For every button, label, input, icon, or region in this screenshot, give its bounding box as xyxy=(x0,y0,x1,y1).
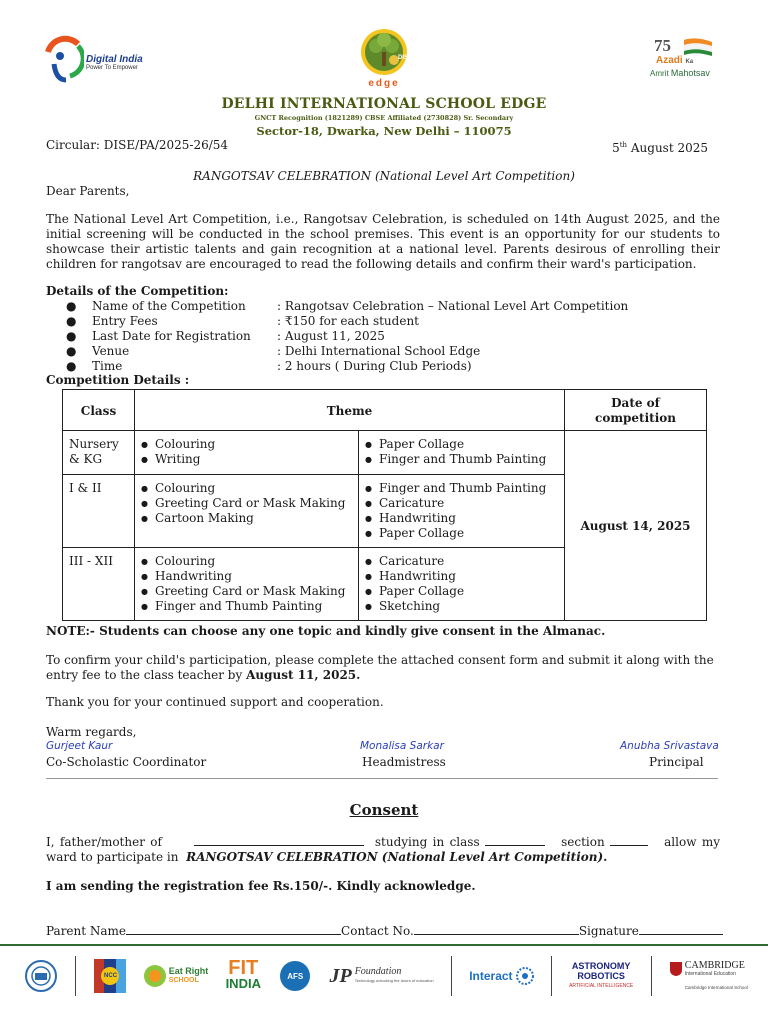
details-value: : ₹150 for each student xyxy=(277,314,419,328)
astronomy-text: ASTRONOMY xyxy=(571,961,631,971)
bullet-icon: ● xyxy=(66,329,77,343)
logo-separator xyxy=(451,956,452,996)
theme-item: ● Writing xyxy=(141,452,352,467)
date-suffix: th xyxy=(619,141,628,149)
circular-title: RANGOTSAV CELEBRATION (National Level Art Competition) xyxy=(193,169,575,183)
table-header-row xyxy=(63,390,707,431)
col-header-theme: Theme xyxy=(135,390,565,431)
theme-cell-b xyxy=(359,431,565,475)
theme-cell-a xyxy=(135,431,359,475)
mahotsav-word: Mahotsav xyxy=(670,68,710,78)
details-item xyxy=(66,299,686,314)
theme-item: ● Finger and Thumb Painting xyxy=(365,452,558,467)
details-value: : Rangotsav Celebration – National Level Art Competition xyxy=(277,299,629,313)
details-label: Name of the Competition xyxy=(92,299,246,313)
theme-item: ● Handwriting xyxy=(141,569,352,584)
theme-cell-a xyxy=(135,475,359,548)
logo-separator xyxy=(651,956,652,996)
details-value: : 2 hours ( During Club Periods) xyxy=(277,359,472,373)
class-blank[interactable] xyxy=(485,834,545,846)
competition-heading: Competition Details : xyxy=(46,373,190,387)
eat-right-icon xyxy=(143,964,167,988)
theme-item: ● Sketching xyxy=(365,599,558,614)
ncc-logo xyxy=(94,957,126,995)
theme-cell-b xyxy=(359,475,565,548)
school-logo-caption: edge xyxy=(368,78,400,89)
cambridge-sub: International Education xyxy=(684,970,736,977)
afs-logo xyxy=(278,959,312,993)
logo-separator xyxy=(551,956,552,996)
bullet-icon: ● xyxy=(66,344,77,358)
signature-label: Signature xyxy=(578,924,639,938)
ward-name-blank[interactable] xyxy=(194,834,364,846)
competition-table xyxy=(62,389,707,621)
consent-event: RANGOTSAV CELEBRATION (National Level Art Competition). xyxy=(186,850,608,864)
eat-right-sub: SCHOOL xyxy=(168,977,199,984)
date-day: 5 xyxy=(612,141,620,155)
amrit-word: Amrit xyxy=(650,69,669,78)
note-text: NOTE:- Students can choose any one topic and kindly give consent in the Almanac. xyxy=(46,624,606,638)
fee-line: I am sending the registration fee Rs.150/-. Kindly acknowledge. xyxy=(46,879,476,893)
digital-india-tagline: Power To Empower xyxy=(86,65,138,71)
fit-text: FIT xyxy=(228,957,259,979)
robotics-text: ROBOTICS xyxy=(577,971,625,981)
theme-item: ● Greeting Card or Mask Making xyxy=(141,584,352,599)
details-item xyxy=(66,359,686,374)
footer-logos xyxy=(24,951,748,1001)
details-label: Entry Fees xyxy=(92,314,158,328)
theme-item: ● Paper Collage xyxy=(365,584,558,599)
azadi-ka-amrit-mahotsav-logo xyxy=(650,36,730,84)
rotary-wheel-icon xyxy=(516,967,534,985)
theme-item: ● Caricature xyxy=(365,554,558,569)
digital-india-title: Digital India xyxy=(86,54,143,65)
details-value: : Delhi International School Edge xyxy=(277,344,481,358)
jp-foundation-logo xyxy=(329,965,433,988)
consent-paragraph xyxy=(46,834,720,865)
bullet-icon: ● xyxy=(66,359,77,373)
ai-text: ARTIFICIAL INTELLIGENCE xyxy=(569,983,634,989)
theme-item: ● Handwriting xyxy=(365,511,558,526)
role-coordinator: Co-Scholastic Coordinator xyxy=(46,755,207,769)
parent-info-line xyxy=(46,923,723,939)
class-cell: III - XII xyxy=(63,548,135,621)
interact-text: Interact xyxy=(469,969,513,983)
col-header-class: Class xyxy=(63,390,135,431)
warm-regards: Warm regards, xyxy=(46,725,137,739)
india-text: INDIA xyxy=(225,976,261,991)
theme-item: ● Paper Collage xyxy=(365,437,558,452)
eat-right-text: Eat Right xyxy=(168,966,209,976)
ncc-text: NCC xyxy=(104,973,118,979)
bullet-icon: ● xyxy=(66,299,77,313)
details-heading: Details of the Competition: xyxy=(46,284,229,298)
salutation: Dear Parents, xyxy=(46,184,130,198)
consent-text-1: I, father/mother of xyxy=(46,835,162,849)
section-blank[interactable] xyxy=(610,834,648,846)
afs-text: AFS xyxy=(287,971,304,981)
interact-logo xyxy=(469,967,533,985)
divider xyxy=(46,778,718,779)
theme-item: ● Caricature xyxy=(365,496,558,511)
cambridge-shield-icon xyxy=(669,961,683,977)
confirm-paragraph xyxy=(46,653,720,683)
signature-principal: Anubha Srivastava xyxy=(620,740,719,752)
role-headmistress: Headmistress xyxy=(362,755,446,769)
eat-right-logo xyxy=(143,964,209,988)
footer-divider xyxy=(0,944,768,946)
circular-number: Circular: DISE/PA/2025-26/54 xyxy=(46,138,229,152)
azadi-ka: Ka xyxy=(685,59,694,65)
parent-name-blank[interactable] xyxy=(126,923,341,935)
consent-text-3: section xyxy=(561,835,605,849)
foundation-text: Foundation xyxy=(354,966,402,977)
theme-item: ● Colouring xyxy=(141,437,352,452)
cbse-seal-icon xyxy=(24,959,58,993)
astronomy-robotics-logo xyxy=(569,961,633,991)
theme-item: ● Colouring xyxy=(141,554,352,569)
cambridge-school: Cambridge International School xyxy=(684,984,748,990)
details-list xyxy=(66,299,686,374)
table-row xyxy=(63,431,707,475)
details-item xyxy=(66,329,686,344)
jp-text: JP xyxy=(329,964,352,987)
signature-coordinator: Gurjeet Kaur xyxy=(46,740,113,752)
consent-text-4: allow my ward to participate in xyxy=(46,835,721,864)
cambridge-logo xyxy=(669,961,748,992)
class-cell: Nursery & KG xyxy=(63,431,135,475)
azadi-number: 75 xyxy=(654,36,671,55)
circular-date xyxy=(612,138,708,156)
confirm-deadline: August 11, 2025. xyxy=(246,668,361,682)
consent-text-2: studying in class xyxy=(374,835,480,849)
school-logo-text: DIS xyxy=(398,55,409,61)
school-address: Sector-18, Dwarka, New Delhi – 110075 xyxy=(256,124,512,138)
details-label: Last Date for Registration xyxy=(92,329,251,343)
theme-item: ● Finger and Thumb Painting xyxy=(365,481,558,496)
signature-blank[interactable] xyxy=(639,923,723,935)
role-principal: Principal xyxy=(649,755,704,769)
azadi-word: Azadi xyxy=(656,55,683,66)
contact-label: Contact No. xyxy=(341,924,414,938)
col-header-date: Date of competition xyxy=(565,390,707,431)
details-value: : August 11, 2025 xyxy=(277,329,385,343)
cbse-logo xyxy=(24,959,58,993)
date-month-year: August 2025 xyxy=(627,141,708,155)
details-label: Time xyxy=(92,359,123,373)
theme-cell-a xyxy=(135,548,359,621)
intro-paragraph: The National Level Art Competition, i.e., Rangotsav Celebration, is scheduled on 14th August 2025, and the initial screening will be conducted in the school premises. This event is an opportunity for our students to showcase their artistic talents and gain recognition at a national level. Parents desirous of enrolling their children for rangotsav are encouraged to read the following details and confirm their ward's participation. xyxy=(46,212,720,271)
cambridge-text: CAMBRIDGE xyxy=(684,959,745,971)
details-label: Venue xyxy=(92,344,130,358)
theme-item: ● Finger and Thumb Painting xyxy=(141,599,352,614)
theme-item: ● Colouring xyxy=(141,481,352,496)
thanks-text: Thank you for your continued support and cooperation. xyxy=(46,695,384,709)
theme-item: ● Paper Collage xyxy=(365,526,558,541)
bullet-icon: ● xyxy=(66,314,77,328)
details-item xyxy=(66,344,686,359)
parent-name-label: Parent Name xyxy=(46,924,127,938)
details-item xyxy=(66,314,686,329)
theme-item: ● Handwriting xyxy=(365,569,558,584)
theme-item: ● Cartoon Making xyxy=(141,511,352,526)
digital-india-emblem-icon xyxy=(40,32,84,84)
digital-india-logo xyxy=(40,32,145,84)
school-recognition: GNCT Recognition (1821289) CBSE Affiliated (2730828) Sr. Secondary xyxy=(254,114,514,122)
confirm-text: To confirm your child's participation, please complete the attached consent form and submit it along with the entry fee to the class teacher by xyxy=(46,653,714,682)
class-cell: I & II xyxy=(63,475,135,548)
consent-heading: Consent xyxy=(349,801,419,819)
fit-india-logo xyxy=(225,957,261,992)
school-logo xyxy=(346,28,422,90)
foundation-tagline: Technology unlocking the doors of education xyxy=(354,978,434,983)
competition-date-cell: August 14, 2025 xyxy=(565,431,707,621)
school-name: DELHI INTERNATIONAL SCHOOL EDGE xyxy=(221,96,547,112)
signature-headmistress: Monalisa Sarkar xyxy=(360,740,444,752)
theme-item: ● Greeting Card or Mask Making xyxy=(141,496,352,511)
theme-cell-b xyxy=(359,548,565,621)
contact-blank[interactable] xyxy=(414,923,579,935)
logo-separator xyxy=(75,956,76,996)
